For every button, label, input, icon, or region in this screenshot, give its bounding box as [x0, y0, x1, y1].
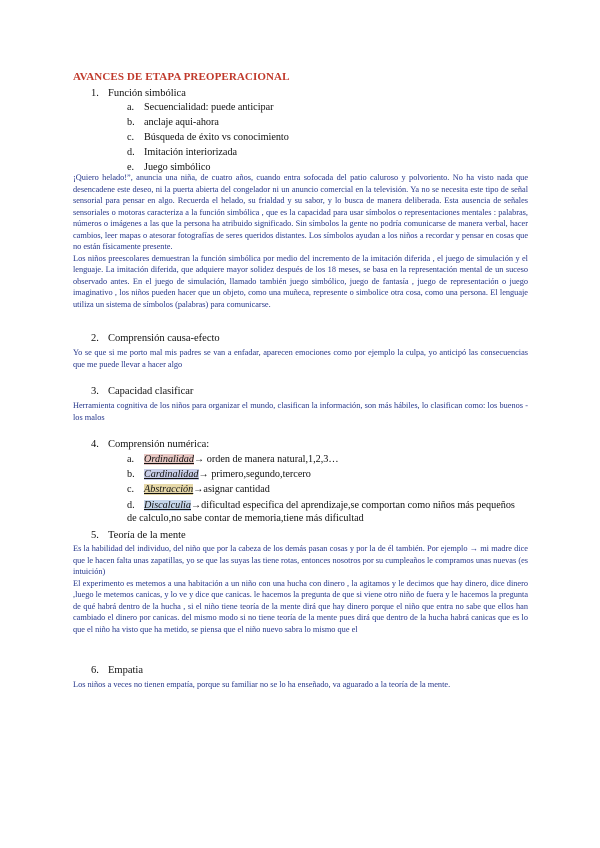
section-number: 4. [91, 439, 99, 450]
item-letter: a. [127, 102, 135, 113]
paragraph: Es la habilidad del individuo, del niño que por la cabeza de los demás pasan cosas y por la de él también. Por ejemplo → mi madre dice que le hacen falta unas zapatillas, yo se que las suyas las tiene rotas, entonces nosotros por su cumpleaños le compramos unas nuevas (es intuición) [73, 544, 528, 576]
paragraph: Los niños preescolares demuestran la función simbólica por medio del incremento de la imitación diferida , el juego de simulación y el lenguaje. La imitación diferida, que adquiere mayor solidez después de los 18 meses, se basa en la representación mental de un suceso observado antes. En el juego de simulación, llamado también juego simbólico, juego de fantasía , juego de representación o juego imaginativo , los niños pueden hacer que un objeto, como una muñeca, represente o simbolice otra cosa, como una persona. El lenguaje utiliza un sistema de símbolos (palabras) para comunicarse. [73, 253, 528, 309]
section-2-heading [91, 333, 220, 344]
item-letter: b. [127, 469, 135, 480]
list-item [127, 117, 219, 128]
item-text: primero,segundo,tercero [208, 469, 311, 480]
list-item [127, 147, 237, 158]
section-title: Capacidad clasificar [108, 386, 194, 397]
item-letter: c. [127, 132, 135, 143]
item-letter: a. [127, 454, 135, 465]
section-title: Teoría de la mente [108, 530, 186, 541]
section-number: 5. [91, 530, 99, 541]
list-item [127, 484, 270, 495]
item-letter: d. [127, 500, 135, 511]
item-letter: d. [127, 147, 135, 158]
item-text: orden de manera natural,1,2,3… [204, 454, 339, 465]
section-3-heading [91, 386, 193, 397]
section-title: Empatia [108, 665, 143, 676]
arrow-icon: → [190, 500, 202, 511]
item-letter: b. [127, 117, 135, 128]
item-text: Secuencialidad: puede anticipar [144, 102, 274, 113]
list-item [127, 469, 311, 480]
item-letter: e. [127, 162, 135, 173]
item-term: Discalculia [144, 500, 191, 511]
section-title: Comprensión causa-efecto [108, 333, 220, 344]
arrow-icon: → [198, 469, 209, 480]
item-term: Ordinalidad [144, 454, 194, 465]
section-4-heading [91, 439, 209, 450]
section-2-body [73, 347, 528, 370]
document-title: AVANCES DE ETAPA PREOPERACIONAL [73, 71, 290, 83]
paragraph: Yo se que si me porto mal mis padres se van a enfadar, aparecen emociones como por ejemplo la culpa, yo anticipó las consecuencias que me puede llevar a hacer algo [73, 348, 528, 369]
item-text: Juego simbólico [144, 162, 211, 173]
item-text: anclaje aqui-ahora [144, 117, 219, 128]
item-term: Abstracción [144, 484, 194, 495]
section-title: Comprensión numérica: [108, 439, 210, 450]
section-5-heading [91, 530, 186, 541]
arrow-icon: → [193, 484, 204, 495]
section-6-heading [91, 665, 143, 676]
item-text: Búsqueda de éxito vs conocimiento [144, 132, 289, 143]
section-number: 1. [91, 88, 99, 99]
item-text: Imitación interiorizada [144, 147, 238, 158]
arrow-icon: → [194, 454, 205, 465]
section-title: Función simbólica [108, 88, 186, 99]
section-number: 6. [91, 665, 99, 676]
list-item [127, 102, 274, 113]
section-number: 2. [91, 333, 99, 344]
section-1-heading [91, 88, 186, 99]
paragraph: Los niños a veces no tienen empatía, porque su familiar no se lo ha enseñado, va aguarado a la teoría de la mente. [73, 680, 451, 689]
paragraph: Herramienta cognitiva de los niños para organizar el mundo, clasifican la información, son más hábiles, lo clasifican como: los buenos - los malos [73, 401, 528, 422]
paragraph: El experimento es metemos a una habitación a un niño con una hucha con dinero , la agitamos y le decimos que hay dinero, dice dinero ,luego le metemos canicas, y lo ve y dice que canicas. le hacemos la pregunta de que si viene otro niño de fuera y le hacemos la pregunta de qué habrá dentro de la hucha , si el niño tiene teoría de la mente dirá que hay dinero porque el niño que entra no sabe que ellos han cambiado el dinero por canicas. del mismo modo si no tiene teoría de la mente pues dirá que dentro de la hucha habrá canicas que es lo que el niño ha visto que ha metido, se piensa que el niño nuevo sabra lo mismo que el [73, 578, 528, 634]
list-item [127, 499, 527, 525]
section-6-body [73, 679, 528, 691]
section-5-body [73, 543, 528, 635]
section-number: 3. [91, 386, 99, 397]
item-letter: c. [127, 484, 135, 495]
item-text: dificultad especifica del aprendizaje,se comportan como niños más pequeños de calculo,no sabe contar de memoria,tiene más dificultad [127, 500, 515, 524]
item-term: Cardinalidad [144, 469, 199, 480]
item-text: asignar cantidad [203, 484, 270, 495]
paragraph: ¡Quiero helado!”, anuncia una niña, de cuatro años, cuando entra sofocada del patio caluroso y polvoriento. No ha visto nada que desencadene este deseo, ni la puerta abierta del congelador ni un anuncio comercial en la televisión. Ya no se necesita este tipo de señal sensorial para pensar en algo. Recuerda el helado, su frialdad y su sabor, y lo busca de manera deliberada. Esta ausencia de señales sensoriales o motoras caracteriza a la función simbólica , que es la capacidad para usar símbolos o representaciones mentales : palabras, números o imágenes a las que la persona ha atribuido significado. Sin símbolos la gente no podría comunicarse de manera verbal, hacer cambios, leer mapas o atesorar fotografías de seres queridos distantes. Los símbolos ayudan a los niños a recordar y pensar en cosas que no están físicamente presente. [73, 173, 528, 251]
list-item [127, 454, 339, 465]
section-3-body [73, 400, 528, 423]
section-1-body [73, 172, 528, 310]
list-item [127, 132, 289, 143]
